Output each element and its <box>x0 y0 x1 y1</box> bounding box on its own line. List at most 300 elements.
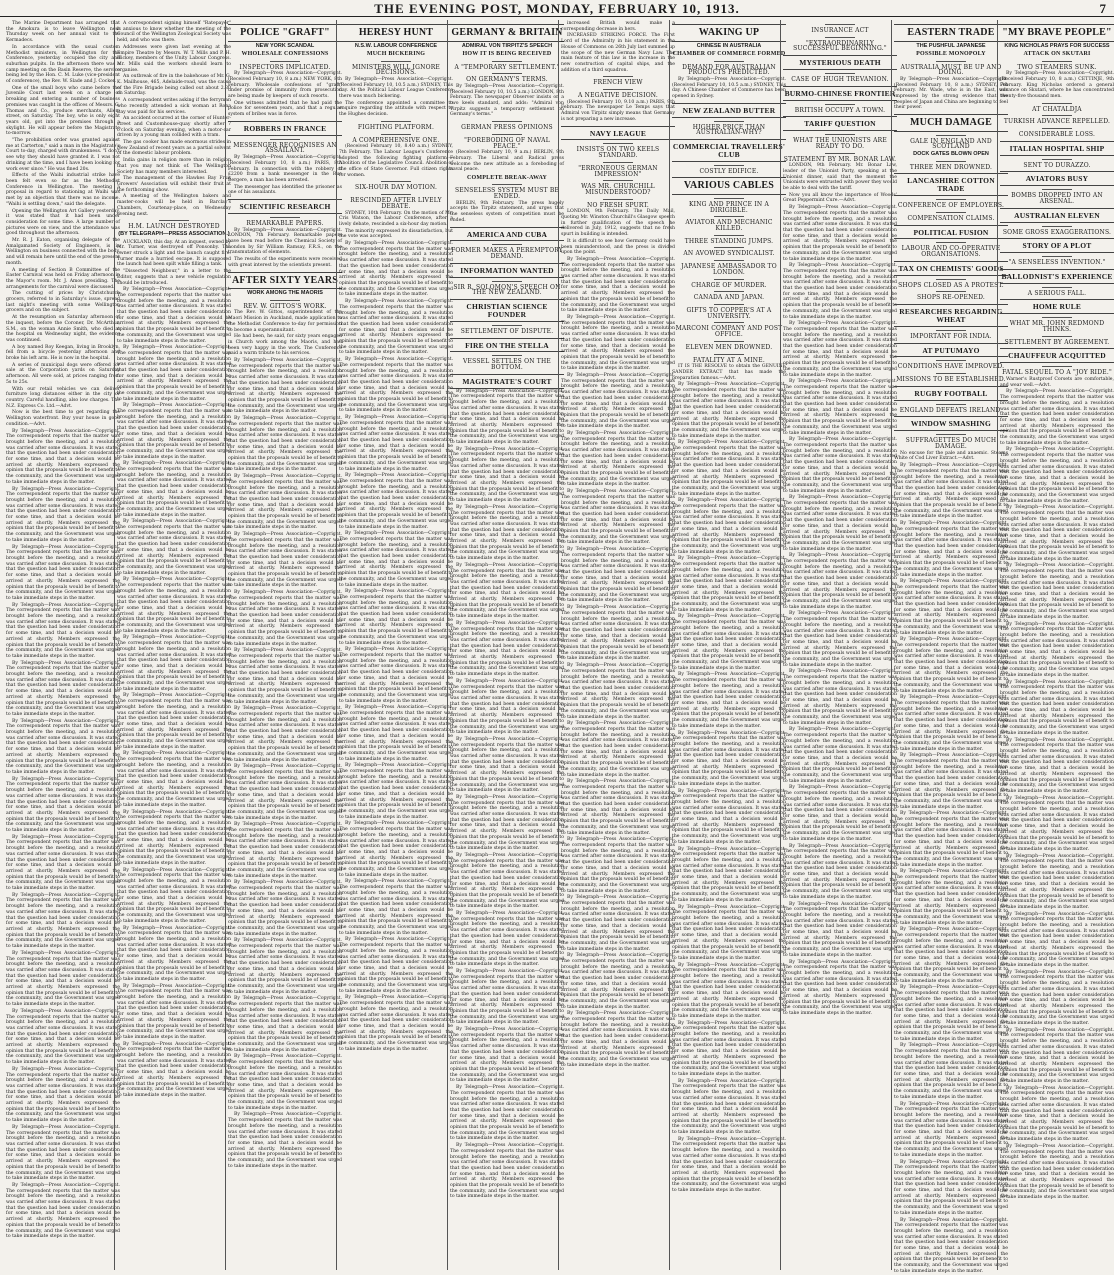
section-heading: SIX-HOUR DAY MOTION. <box>354 184 438 192</box>
column-rule <box>114 20 115 1270</box>
article-paragraph: By Telegraph—Press Association—Copyright. The correspondent reports that the matter was brought before the meeting, and a resolution was carried after some discussion. It was stated that the question had been under consideration for some time, and that a decision would be arrived at shortly. Members expressed the opinion that the proposals would be of benefit to the community, and the Government was urged to take immediate steps in the matter. <box>672 904 786 961</box>
section-heading: A "TEMPORARY SETTLEMENT." <box>454 63 560 71</box>
subheadline: WORK AMONG THE MAORIS <box>247 290 323 297</box>
article-paragraph: By Telegraph—Press Association—Copyright. The correspondent reports that the matter was brought before the meeting, and a resolution was carried after some discussion. It was stated that the question had been under consideration for some time, and that a decision would be arrived at shortly. Members expressed the opinion that the proposals would be of benefit to the community, and the Government was urged to take immediate steps in the matter. <box>672 788 786 845</box>
article-paragraph: By Telegraph—Press Association—Copyright. The correspondent reports that the matter was brought before the meeting, and a resolution was carried after some discussion. It was stated that the question had been under consideration for some time, and that a decision would be arrived at shortly. Members expressed the opinion that the proposals would be of benefit to the community, and the Government was urged to take immediate steps in the matter. <box>783 553 897 610</box>
divider-rule <box>270 139 300 140</box>
section-heading: AT CHATALDJA <box>1032 105 1082 113</box>
subheadline: N.S.W. LABOUR CONFERENCE <box>354 42 438 49</box>
article-paragraph: No excuse for the pale and anaemic. Steams White of Cod Liver Extract.—Advt. <box>894 450 1008 462</box>
section-heading: SETTLEMENT OF DISPUTE. <box>460 327 554 335</box>
article-paragraph: India gains in religion more than in religion that you may not think of. The Wellington Society has many members interested. <box>117 158 231 175</box>
article-paragraph: By Telegraph—Press Association—Copyright. The correspondent reports that the matter was brought before the meeting, and a resolution was carried after some discussion. It was stated that the question had been under consideration for some time, and that a decision would be arrived at shortly. Members expressed the opinion that the proposals would be of benefit to the community, and the Government was urged to take immediate steps in the matter. <box>339 705 453 762</box>
column-7 <box>672 21 786 1269</box>
divider-rule <box>936 212 966 213</box>
headline: INFORMATION WANTED <box>460 265 554 275</box>
article-paragraph: A meeting of the Wellington bakers and master-cooks will be held in Barclay's Chambers, Courtenay-place, on Wednesday evening next. <box>117 194 231 217</box>
headline: POSSIBLE MONOPOLY <box>916 51 986 58</box>
article-paragraph: By Telegraph—Press Association—Copyright. The correspondent reports that the matter was brought before the meeting, and a resolution was carried after some discussion. It was stated that the question had been under consideration for some time, and that a decision would be arrived at shortly. Members expressed the opinion that the proposals would be of benefit to the community, and the Government was urged to take immediate steps in the matter. <box>672 1136 786 1194</box>
divider-rule <box>1042 61 1072 62</box>
article-paragraph: By Telegraph—Press Association—Copyright. The correspondent reports that the matter was brought before the meeting, and a resolution was carried after some discussion. It was stated that the question had been under consideration for some time, and that a decision would be arrived at shortly. Members expressed the opinion that the proposals would be of benefit to the community, and the Government was urged to take immediate steps in the matter. <box>783 611 897 668</box>
section-heading: FRENCH VIEW <box>593 79 643 87</box>
divider-rule <box>714 291 744 292</box>
article-paragraph: By Telegraph—Press Association—Copyright. The correspondent reports that the matter was brought before the meeting, and a resolution was carried after some discussion. It was stated that the question had been under consideration for some time, and that a decision would be arrived at shortly. Members expressed the opinion that the proposals would be of benefit to the community, and the Government was urged to take immediate steps in the matter. <box>894 463 1008 520</box>
section-heading: HIGHER PRICE THAN AUSTRALIAN-WHY? <box>692 123 766 137</box>
headline-box <box>672 177 786 195</box>
article-paragraph: By Telegraph—Press Association—Copyright. The correspondent reports that the matter was brought before the meeting, and a resolution was carried after some discussion. It was stated that the question had been under consideration for some time, and that a decision would be arrived at shortly. Members expressed the opinion that the proposals would be of benefit to the community, and the Government was urged to take immediate steps in the matter. <box>450 1027 564 1084</box>
headline-box <box>783 55 897 70</box>
headline: BURMO-CHINESE FRONTIER <box>784 88 896 98</box>
section-heading: RESCINDED AFTER LIVELY DEBATE. <box>350 197 442 210</box>
article-paragraph: By Telegraph—Press Association—Copyright. The correspondent reports that the matter was brought before the meeting, and a resolution was carried after some discussion. It was stated that the question had been under consideration for some time, and that a decision would be arrived at shortly. Members expressed the opinion that the proposals would be of benefit to the community, and the Government was urged to take immediate steps in the matter. <box>672 614 786 671</box>
article-paragraph: By Telegraph—Press Association—Copyright. The correspondent reports that the matter was brought before the meeting, and a resolution was carried after some discussion. It was stated that the question had been under consideration for some time, and that a decision would be arrived at shortly. Members expressed the opinion that the proposals would be of benefit to the community, and the Government was urged to take immediate steps in the matter. <box>117 1041 231 1098</box>
article-paragraph: By Telegraph—Press Association—Copyright. The correspondent reports that the matter was brought before the meeting, and a resolution was carried after some discussion. It was stated that the question had been under consideration for some time, and that a decision would be arrived at shortly. Members expressed the opinion that the proposals would be of benefit to the community, and the Government was urged to take immediate steps in the matter. <box>228 1054 342 1111</box>
divider-rule <box>936 61 966 62</box>
article-paragraph: By Telegraph—Press Association—Copyright. The correspondent reports that the matter was brought before the meeting, and a resolution was carried after some discussion. It was stated that the question had been under consideration for some time, and that a decision would be arrived at shortly. Members expressed the opinion that the proposals would be of benefit to the community, and the Government was urged to take immediate steps in the matter. <box>6 834 120 892</box>
article-paragraph: The gas cooker has made enormous strides in New Zealand of recent years as a partial solvent of the domestic labour problem. <box>117 140 231 157</box>
article-paragraph: By Telegraph—Press Association—Copyright. The correspondent reports that the matter was brought before the meeting, and a resolution was carried after some discussion. It was stated that the question had been under consideration for some time, and that a decision would be arrived at shortly. Members expressed the opinion that the proposals would be of benefit to the community, and the Government was urged to take immediate steps in the matter. <box>894 1159 1008 1216</box>
headline: CHAMBER OF COMMERCE FORMED <box>672 51 786 58</box>
article-paragraph: By Telegraph—Press Association—Copyright. The correspondent reports that the matter was brought before the meeting, and a resolution was carried after some discussion. It was stated that the question had been under consideration for some time, and that a decision would be arrived at shortly. Members expressed the opinion that the proposals would be of benefit to the community, and the Government was urged to take immediate steps in the matter. <box>6 660 120 717</box>
divider-rule <box>1042 317 1072 318</box>
divider-rule <box>714 216 744 217</box>
headline: AT PUTUMAYO <box>922 345 980 355</box>
section-heading: THREE MEN DROWNED. <box>909 163 993 171</box>
headline-box <box>450 24 564 42</box>
headline-box <box>228 24 342 42</box>
article-paragraph: The messenger has identified the prisoner as one of his assailants. <box>228 184 342 196</box>
article-paragraph: By Telegraph—Press Association—Copyright. The correspondent reports that the matter was brought before the meeting, and a resolution was carried after some discussion. It was stated that the question had been under consideration for some time, and that a decision would be arrived at shortly. Members expressed the opinion that the proposals would be of benefit to the community, and the Government was urged to take immediate steps in the matter. <box>450 969 564 1026</box>
article-paragraph: By Telegraph—Press Association—Copyright. The correspondent reports that the matter was brought before the meeting, and a resolution was carried after some discussion. It was stated that the question had been under consideration for some time, and that a decision would be arrived at shortly. Members expressed the opinion that the proposals would be of benefit to the community, and the Government was urged to take immediate steps in the matter. <box>783 437 897 494</box>
column-rule <box>891 20 892 1270</box>
headline-box <box>561 126 675 141</box>
divider-rule <box>825 37 855 38</box>
article-paragraph: By Telegraph—Press Association—Copyright. The correspondent reports that the matter was brought before the meeting, and a resolution was carried after some discussion. It was stated that the question had been under consideration for some time, and that a decision would be arrived at shortly. Members expressed the opinion that the proposals would be of benefit to the community, and the Government was urged to take immediate steps in the matter. <box>672 962 786 1019</box>
section-heading: THREE STANDING JUMPS. <box>684 237 774 245</box>
article-paragraph: By Telegraph—Press Association—Copyright. The correspondent reports that the matter was brought before the meeting, and a resolution was carried after some discussion. It was stated that the question had been under consideration for some time, and that a decision would be arrived at shortly. Members expressed the opinion that the proposals would be of benefit to the community, and the Government was urged to take immediate steps in the matter. <box>6 1066 120 1124</box>
section-heading: STATEMENT BY MR. BONAR LAW. <box>783 155 897 163</box>
article-paragraph: By Telegraph—Press Association—Copyright. The correspondent reports that the matter was brought before the meeting, and a resolution was carried after some discussion. It was stated that the question had been under consideration for some time, and that a decision would be arrived at shortly. Members expressed the opinion that the proposals would be of benefit to the community, and the Government was urged to take immediate steps in the matter. <box>1000 447 1114 504</box>
article-paragraph: One witness admitted that he had paid the police for seventeen years, and that a regular system of bribes was in force. <box>228 100 342 118</box>
article-paragraph: Effects of the Waihi industrial strike have been felt even so far as the Methodist Conference in Wellington. The meeting a proposal in regard to stationing at Waihi was met by an objection that there was no income. "Waihi is settling down," said the delegate. <box>6 173 120 207</box>
section-heading: A NEGATIVE DECISION. <box>578 92 658 100</box>
article-paragraph: By Telegraph—Press Association—Copyright. The correspondent reports that the matter was brought before the meeting, and a resolution was carried after some discussion. It was stated that the question had been under consideration for some time, and that a decision would be arrived at shortly. Members expressed the opinion that the proposals would be of benefit to the community, and the Government was urged to take immediate steps in the matter. <box>561 547 675 604</box>
section-heading: WHAT THE UNIONISTS ARE READY TO DO. <box>793 137 887 150</box>
article-paragraph: By Telegraph—Press Association—Copyright. The correspondent reports that the matter was brought before the meeting, and a resolution was carried after some discussion. It was stated that the question had been under consideration for some time, and that a decision would be arrived at shortly. Members expressed the opinion that the proposals would be of benefit to the community, and the Government was urged to take immediate steps in the matter. <box>6 718 120 775</box>
section-heading: INSURANCE ACT <box>811 27 869 34</box>
divider-rule <box>1042 256 1072 257</box>
article-paragraph: By Telegraph—Press Association—Copyright. The correspondent reports that the matter was brought before the meeting, and a resolution was carried after some discussion. It was stated that the question had been under consideration for some time, and that a decision would be arrived at shortly. Members expressed the opinion that the proposals would be of benefit to the community, and the Government was urged to take immediate steps in the matter. <box>561 837 675 894</box>
article-paragraph: By Telegraph—Press Association—Copyright. The correspondent reports that the matter was brought before the meeting, and a resolution was carried after some discussion. It was stated that the question had been under consideration for some time, and that a decision would be arrived at shortly. Members expressed the opinion that the proposals would be of benefit to the community, and the Government was urged to take immediate steps in the matter. <box>228 938 342 995</box>
divider-rule <box>492 244 522 245</box>
divider-rule <box>936 242 966 243</box>
headline-box <box>228 272 342 290</box>
divider-rule <box>381 134 411 135</box>
article-paragraph: By Telegraph—Press Association—Copyright. The correspondent reports that the matter was brought before the meeting, and a resolution was carried after some discussion. It was stated that the question had been under consideration for some time, and that a decision would be arrived at shortly. Members expressed the opinion that the proposals would be of benefit to the community, and the Government was urged to take immediate steps in the matter. <box>894 637 1008 694</box>
article-paragraph: IT IS THE RESOLVE to obtain the GENUINE SANDER EXTRACT that has made the preparation famous.—Advt. <box>672 364 786 381</box>
divider-rule <box>603 162 633 163</box>
section-heading: A COMPREHENSIVE ONE. <box>352 136 440 144</box>
article-paragraph: By Telegraph—Press Association—Copyright. The correspondent reports that the matter was brought before the meeting, and a resolution was carried after some discussion. It was stated that the question had been under consideration for some time, and that a decision would be arrived at shortly. Members expressed the opinion that the proposals would be of benefit to the community, and the Government was urged to take immediate steps in the matter. <box>1000 621 1114 678</box>
column-10 <box>1000 21 1114 1269</box>
headline: TARIFF QUESTION <box>804 119 876 129</box>
article-paragraph: By Telegraph—Press Association—Copyright. The correspondent reports that the matter was brought before the meeting, and a resolution was carried after some discussion. It was stated that the question had been under consideration for some time, and that a decision would be arrived at shortly. Members expressed the opinion that the proposals would be of benefit to the community, and the Government was urged to take immediate steps in the matter. <box>117 867 231 924</box>
divider-rule <box>1042 366 1072 367</box>
article-paragraph: By Telegraph—Press Association—Copyright. The correspondent reports that the matter was brought before the meeting, and a resolution was carried after some discussion. It was stated that the question had been under consideration for some time, and that a decision would be arrived at shortly. Members expressed the opinion that the proposals would be of benefit to the community, and the Government was urged to take immediate steps in the matter. <box>894 811 1008 868</box>
headline-box <box>894 304 1008 327</box>
section-heading: WHAT MR. JOHN REDMOND THINKS. <box>1009 320 1105 333</box>
article-paragraph: By Telegraph—Press Association—Copyright. The correspondent reports that the matter was brought before the meeting, and a resolution was carried after some discussion. It was stated that the question had been under consideration for some time, and that a decision would be arrived at shortly. Members expressed the opinion that the proposals would be of benefit to the community, and the Government was urged to take immediate steps in the matter. <box>561 315 675 372</box>
article-paragraph: By Telegraph—Press Association—Copyright. The correspondent reports that the matter was brought before the meeting, and a resolution was carried after some discussion. It was stated that the question had been under consideration for some time, and that a decision would be arrived at shortly. Members expressed the opinion that the proposals would be of benefit to the community, and the Government was urged to take immediate steps in the matter. <box>783 263 897 320</box>
article-paragraph: By Telegraph—Press Association—Copyright. The correspondent reports that the matter was brought before the meeting, and a resolution was carried after some discussion. It was stated that the question had been under consideration for some time, and that a decision would be arrived at shortly. Members expressed the opinion that the proposals would be of benefit to the community, and the Government was urged to take immediate steps in the matter. <box>6 892 120 950</box>
headline: WINDOW SMASHING <box>910 419 992 429</box>
article-paragraph: By Telegraph—Press Association—Copyright. The correspondent reports that the matter was brought before the meeting, and a resolution was carried after some discussion. It was stated that the question had been under consideration for some time, and that a decision would be arrived at shortly. Members expressed the opinion that the proposals would be of benefit to the community, and the Government was urged to take immediate steps in the matter. <box>561 605 675 662</box>
article-paragraph: By Telegraph—Press Association—Copyright. The correspondent reports that the matter was brought before the meeting, and a resolution was carried after some discussion. It was stated that the question had been under consideration for some time, and that a decision would be arrived at shortly. Members expressed the opinion that the proposals would be of benefit to the community, and the Government was urged to take immediate steps in the matter. <box>672 672 786 729</box>
column-2 <box>117 21 231 1269</box>
headline: CHRISTIAN SCIENCE FOUNDER <box>466 302 548 319</box>
headline: RUGBY FOOTBALL <box>914 388 988 398</box>
headline-box <box>1000 238 1114 253</box>
divider-rule <box>603 199 633 200</box>
article-paragraph: By Telegraph—Press Association—Copyright. The correspondent reports that the matter was brought before the meeting, and a resolution was carried after some discussion. It was stated that the question had been under consideration for some time, and that a decision would be arrived at shortly. Members expressed the opinion that the proposals would be of benefit to the community, and the Government was urged to take immediate steps in the matter. <box>1000 563 1114 620</box>
headline: WAKING UP <box>698 27 760 38</box>
article-paragraph: By Telegraph—Press Association—Copyright. The correspondent reports that the matter was brought before the meeting, and a resolution was carried after some discussion. It was stated that the question had been under consideration for some time, and that a decision would be arrived at shortly. Members expressed the opinion that the proposals would be of benefit to the community, and the Government was urged to take immediate steps in the matter. <box>1000 1085 1114 1143</box>
section-heading: NO FRESH SPURT. <box>587 201 649 209</box>
headline: BALLODNIST'S EXPERIENCE <box>1001 271 1113 281</box>
divider-rule <box>381 121 411 122</box>
column-rule <box>336 20 337 1270</box>
article-paragraph: By Telegraph—Press Association—Copyright. The correspondent reports that the matter was brought before the meeting, and a resolution was carried after some discussion. It was stated that the question had been under consideration for some time, and that a decision would be arrived at shortly. Members expressed the opinion that the proposals would be of benefit to the community, and the Government was urged to take immediate steps in the matter. <box>339 589 453 646</box>
article-paragraph: An accident occurred at the corner of Hunter-street and Customhouse-quay shortly after 7 o'clock on Saturday evening, when a motor-car driven by a young man collided with a tram. <box>117 116 231 139</box>
article-paragraph: A meeting of Section B Committee of the Easter Carnival was held on Friday afternoon in the Mayor's room. Mr. J. Amos presiding. The arrangements for the carnival were discussed. <box>6 267 120 290</box>
divider-rule <box>270 61 300 62</box>
column-5 <box>450 21 564 1269</box>
article-paragraph: A boy named Roy Keegan, living in Brooklyn, fell from a bicycle yesterday afternoon and broke his left arm. He is now in the hospital. <box>6 344 120 362</box>
headline: COMPLETE BREAK-AWAY <box>466 175 548 182</box>
divider-rule <box>492 61 522 62</box>
article-paragraph: By Telegraph—Press Association—Copyright. The correspondent reports that the matter was brought before the meeting, and a resolution was carried after some discussion. It was stated that the question had been under consideration for some time, and that a decision would be arrived at shortly. Members expressed the opinion that the proposals would be of benefit to the community, and the Government was urged to take immediate steps in the matter. <box>117 693 231 750</box>
section-heading: AN AVOWED SYNDICALIST. <box>683 250 775 258</box>
article-paragraph: By Telegraph—Press Association—Copyright. The correspondent reports that the matter was brought before the meeting, and a resolution was carried after some discussion. It was stated that the question had been under consideration for some time, and that a decision would be arrived at shortly. Members expressed the opinion that the proposals would be of benefit to the community, and the Government was urged to take immediate steps in the matter. <box>672 846 786 903</box>
article-paragraph: By Telegraph—Press Association—Copyright. The correspondent reports that the matter was brought before the meeting, and a resolution was carried after some discussion. It was stated that the question had been under consideration for some time, and that a decision would be arrived at shortly. Members expressed the opinion that the proposals would be of benefit to the community, and the Government was urged to take immediate steps in the matter. <box>672 1020 786 1077</box>
article-paragraph: By Telegraph—Press Association—Copyright. The correspondent reports that the matter was brought before the meeting, and a resolution was carried after some discussion. It was stated that the question had been under consideration for some time, and that a decision would be arrived at shortly. Members expressed the opinion that the proposals would be of benefit to the community, and the Government was urged to take immediate steps in the matter. <box>672 556 786 613</box>
section-heading: AVIATOR AND MECHANIC KILLED. <box>685 219 773 233</box>
article-paragraph: By Telegraph—Press Association—Copyright. The correspondent reports that the matter was brought before the meeting, and a resolution was carried after some discussion. It was stated that the question had been under consideration for some time, and that a decision would be arrived at shortly. Members expressed the opinion that the proposals would be of benefit to the community, and the Government was urged to take immediate steps in the matter. <box>561 1011 675 1068</box>
article-paragraph: By Telegraph—Press Association—Copyright. The correspondent reports that the matter was brought before the meeting, and a resolution was carried after some discussion. It was stated that the question had been under consideration for some time, and that a decision would be arrived at shortly. Members expressed the opinion that the proposals would be of benefit to the community, and the Government was urged to take immediate steps in the matter. <box>561 721 675 778</box>
section-heading: WAS MR. CHURCHILL MISUNDERSTOOD? <box>581 183 655 196</box>
article-paragraph: By Telegraph—Press Association—Copyright. The correspondent reports that the matter was brought before the meeting, and a resolution was carried after some discussion. It was stated that the question had been under consideration for some time, and that a decision would be arrived at shortly. Members expressed the opinion that the proposals would be of benefit to the community, and the Government was urged to take immediate steps in the matter. <box>894 985 1008 1042</box>
headline: FIRE ON THE STELLA <box>465 340 549 350</box>
article-paragraph: By Telegraph—Press Association—Copyright. (Received February 10, 8 a.m.) SYDNEY, 7th February. Mr. Wade, who is in the East, was impressed by the strong evidence that the peoples of Japan and China are beginning to feel their power. <box>894 76 1008 111</box>
divider-rule <box>492 184 522 185</box>
article-paragraph: By Telegraph—Press Association—Copyright. The correspondent reports that the matter was brought before the meeting, and a resolution was carried after some discussion. It was stated that the question had been under consideration for some time, and that a decision would be arrived at shortly. Members expressed the opinion that the proposals would be of benefit to the community, and the Government was urged to take immediate steps in the matter. <box>6 486 120 543</box>
article-paragraph: By Telegraph—Press Association—Copyright. The correspondent reports that the matter was brought before the meeting, and a resolution was carried after some discussion. It was stated that the question had been under consideration for some time, and that a decision would be arrived at shortly. Members expressed the opinion that the proposals would be of benefit to the community, and the Government was urged to take immediate steps in the matter. <box>1000 911 1114 968</box>
column-9 <box>894 21 1008 1274</box>
article-paragraph: Opening the Wellington Art Gallery yesterday, it was stated that it had been under consideration for some time. A large number of pictures were on view, and the attendance was good throughout the afternoon. <box>6 208 120 237</box>
headline-box <box>1000 208 1114 223</box>
headline-box <box>1000 24 1114 42</box>
section-heading: LABOUR AND CO-OPERATIVE ORGANISATIONS. <box>901 245 1001 259</box>
article-paragraph: By Telegraph—Press Association—Copyright. The correspondent reports that the matter was brought before the meeting, and a resolution was carried after some discussion. It was stated that the question had been under consideration for some time, and that a decision would be arrived at shortly. Members expressed the opinion that the proposals would be of benefit to the community, and the Government was urged to take immediate steps in the matter. <box>339 821 453 878</box>
subheadline: NEW YORK SCANDAL <box>255 42 315 49</box>
article-paragraph: By Telegraph—Press Association—Copyright. The correspondent reports that the matter was brought before the meeting, and a resolution was carried after some discussion. It was stated that the question had been under consideration for some time, and that a decision would be arrived at shortly. Members expressed the opinion that the proposals would be of benefit to the community, and the Government was urged to take immediate steps in the matter. <box>6 1124 120 1182</box>
divider-rule <box>714 260 744 261</box>
section-heading: "ERRONEOUS GERMAN IMPRESSION" <box>578 164 658 178</box>
page-number: 7 <box>1099 1 1106 16</box>
article-paragraph: By Telegraph—Press Association—Copyright. The correspondent reports that the matter was brought before the meeting, and a resolution was carried after some discussion. It was stated that the question had been under consideration for some time, and that a decision would be arrived at shortly. Members expressed the opinion that the proposals would be of benefit to the community, and the Government was urged to take immediate steps in the matter. <box>894 753 1008 810</box>
divider-rule <box>936 279 966 280</box>
article-paragraph: (Received February 10, 9 a.m.) BERLIN, 9th February. The Liberal and Radical press welcome the new attitude as a foreboding of naval peace. <box>450 150 564 173</box>
article-paragraph: By Telegraph—Press Association—Copyright. The correspondent reports that the matter was brought before the meeting, and a resolution was carried after some discussion. It was stated that the question had been under consideration for some time, and that a decision would be arrived at shortly. Members expressed the opinion that the proposals would be of benefit to the community, and the Government was urged to take immediate steps in the matter. <box>117 809 231 866</box>
divider-rule <box>714 322 744 323</box>
headline: AFTER SIXTY YEARS <box>231 274 338 286</box>
article-paragraph: "Dissected Neighbour," in a letter to the Editor, suggests that a new vehicle regulation should be introduced. <box>117 269 231 286</box>
section-heading: SUFFRAGETTES DO MUCH DAMAGE. <box>905 437 997 451</box>
section-heading: COMPENSATION CLAIMS. <box>907 214 995 222</box>
headline: SCIENTIFIC RESEARCH <box>239 202 331 212</box>
article-paragraph: By Telegraph—Press Association—Copyright. The correspondent reports that the matter was brought before the meeting, and a resolution was carried after some discussion. It was stated that the question had been under consideration for some time, and that a decision would be arrived at shortly. Members expressed the opinion that the proposals would be of benefit to the community, and the Government was urged to take immediate steps in the matter. <box>1000 679 1114 736</box>
section-heading: SHOPS RE-OPENED. <box>916 294 986 302</box>
divider-rule <box>714 198 744 199</box>
headline-box <box>228 199 342 214</box>
article-paragraph: The conference appointed a committee to enquire regarding the attitude with respect to the Hughes decision. <box>339 100 453 118</box>
article-paragraph: By Telegraph—Press Association—Copyright. The correspondent reports that the matter was brought before the meeting, and a resolution was carried after some discussion. It was stated that the question had been under consideration for some time, and that a decision would be arrived at shortly. Members expressed the opinion that the proposals would be of benefit to the community, and the Government was urged to take immediate steps in the matter. <box>117 635 231 692</box>
article-paragraph: By Telegraph—Press Association—Copyright. The correspondent reports that the matter was brought before the meeting, and a resolution was carried after some discussion. It was stated that the question had been under consideration for some time, and that a decision would be arrived at shortly. Members expressed the opinion that the proposals would be of benefit to the community, and the Government was urged to take immediate steps in the matter. <box>339 241 453 298</box>
article-paragraph: By Telegraph—Press Association—Copyright. The correspondent reports that the matter was brought before the meeting, and a resolution was carried after some discussion. It was stated that the question had been under consideration for some time, and that a decision would be arrived at shortly. Members expressed the opinion that the proposals would be of benefit to the community, and the Government was urged to take immediate steps in the matter. <box>339 647 453 704</box>
headline-box <box>894 343 1008 358</box>
article-paragraph: By Telegraph—Press Association—Copyright. The correspondent reports that the matter was brought before the meeting, and a resolution was carried after some discussion. It was stated that the question had been under consideration for some time, and that a decision would be arrived at shortly. Members expressed the opinion that the proposals would be of benefit to the community, and the Government was urged to take immediate steps in the matter. <box>228 474 342 531</box>
divider-rule <box>936 291 966 292</box>
divider-rule <box>825 153 855 154</box>
article-paragraph: By Telegraph—Press Association—Copyright. The correspondent reports that the matter was brought before the meeting, and a resolution was carried after some discussion. It was stated that the question had been under consideration for some time, and that a decision would be arrived at shortly. Members expressed the opinion that the proposals would be of benefit to the community, and the Government was urged to take immediate steps in the matter. <box>117 925 231 982</box>
article-paragraph: Now is the best time to get regarding the Wellington waterfront. Buy your house in good condition.—Advt. <box>6 410 120 427</box>
divider-rule <box>381 61 411 62</box>
article-paragraph: By Telegraph—Press Association—Copyright. The correspondent reports that the matter was brought before the meeting, and a resolution was carried after some discussion. It was stated that the question had been under consideration for some time, and that a decision would be arrived at shortly. Members expressed the opinion that the proposals would be of benefit to the community, and the Government was urged to take immediate steps in the matter. <box>450 388 564 446</box>
section-heading: MESSENGER RECOGNISES AN ASSAILANT. <box>233 141 337 155</box>
article-paragraph: By Telegraph—Press Association—Copyright. The correspondent reports that the matter was brought before the meeting, and a resolution was carried after some discussion. It was stated that the question had been under consideration for some time, and that a decision would be arrived at shortly. Members expressed the opinion that the proposals would be of benefit to the community, and the Government was urged to take immediate steps in the matter. <box>672 440 786 497</box>
article-paragraph: By Telegraph—Press Association—Copyright. The correspondent reports that the matter was brought before the meeting, and a resolution was carried after some discussion. It was stated that the question had been under consideration for some time, and that a decision would be arrived at shortly. Members expressed the opinion that the proposals would be of benefit to the community, and the Government was urged to take immediate steps in the matter. <box>450 852 564 910</box>
section-heading: ELEVEN MEN DROWNED. <box>685 343 773 351</box>
headline: MUCH DAMAGE <box>910 117 992 129</box>
subheadline: THE PUSHFUL JAPANESE <box>916 42 986 49</box>
article-paragraph: BERLIN, 9th February. The press hugely accepts the Tirpitz statement, and urges that the senseless system of competition must be ended. <box>450 200 564 223</box>
headline-box <box>228 121 342 136</box>
article-paragraph: INCREASED STRIKING FORCE. The First Lord of the Admiralty in his statement in the House of Commons on 26th July last summed up the scope of the new German Navy Law. The main feature of this law is the increase in the new construction of capital ships, and the addition of a third squadron. <box>561 33 675 73</box>
article-paragraph: SYDNEY, 10th February. On the motion of Mr. Cris Watson, the Labour Conference, after a lively debate, rescinded a six-hour day motion. <box>339 210 453 227</box>
headline: NEW ZEALAND BUTTER <box>682 105 776 115</box>
article-paragraph: By Telegraph—Press Association—Copyright. The correspondent reports that the matter was brought before the meeting, and a resolution was carried after some discussion. It was stated that the question had been under consideration for some time, and that a decision would be arrived at shortly. Members expressed the opinion that the proposals would be of benefit to the community, and the Government was urged to take immediate steps in the matter. <box>228 648 342 705</box>
headline-box <box>450 338 564 353</box>
section-heading: MINISTERS WILL IGNORE DECISIONS. <box>351 63 440 77</box>
article-paragraph: By Telegraph—Press Association—Copyright. The correspondent reports that the matter was brought before the meeting, and a resolution was carried after some discussion. It was stated that the question had been under consideration for some time, and that a decision would be arrived at shortly. Members expressed the opinion that the proposals would be of benefit to the community, and the Government was urged to take immediate steps in the matter. <box>1000 795 1114 852</box>
article-paragraph: He had been, he said, for sixty years engaged in Church work among the Maoris, and had been very happy in the work. The Conference paid a warm tribute to his services. <box>228 334 342 357</box>
section-heading: GALE IN ENGLAND AND SCOTLAND <box>910 137 992 151</box>
column-rule <box>447 20 448 1270</box>
headline: ROBBERS IN FRANCE <box>243 123 327 133</box>
article-paragraph: The results of the experiments were received with great interest by the scientists present. <box>228 257 342 268</box>
divider-rule <box>714 304 744 305</box>
article-paragraph: By Telegraph—Press Association—Copyright. The correspondent reports that the matter was brought before the meeting, and a resolution was carried after some discussion. It was stated that the question had been under consideration for some time, and that a decision would be arrived at shortly. Members expressed the opinion that the proposals would be of benefit to the community, and the Government was urged to take immediate steps in the matter. <box>783 205 897 262</box>
divider-rule <box>603 143 633 144</box>
article-paragraph: By Telegraph—Press Association—Copyright. The correspondent reports that the matter was brought before the meeting, and a resolution was carried after some discussion. It was stated that the question had been under consideration for some time, and that a decision would be arrived at shortly. Members expressed the opinion that the proposals would be of benefit to the community, and the Government was urged to take immediate steps in the matter. <box>228 880 342 937</box>
article-paragraph: By Telegraph—Press Association—Copyright. The correspondent reports that the matter was brought before the meeting, and a resolution was carried after some discussion. It was stated that the question had been under consideration for some time, and that a decision would be arrived at shortly. Members expressed the opinion that the proposals would be of benefit to the community, and the Government was urged to take immediate steps in the matter. <box>783 843 897 900</box>
article-paragraph: By Telegraph—Press Association—Copyright. The correspondent reports that the matter was brought before the meeting, and a resolution was carried after some discussion. It was stated that the question had been under consideration for some time, and that a decision would be arrived at shortly. Members expressed the opinion that the proposals would be of benefit to the community, and the Government was urged to take immediate steps in the matter. <box>339 531 453 588</box>
divider-rule <box>492 73 522 74</box>
subheadline: KING NICHOLAS PRAYS FOR SUCCESS <box>1004 42 1110 49</box>
article-paragraph: The Marine Department has arranged that the Amokura is to leave Wellington next Thursday week on her annual visit to the Kermadecs. <box>6 21 120 44</box>
article-paragraph: LONDON, 9th February. The Daily Mail, quoting Mr. Winston Churchill's Glasgow speech in further qualification of the speech he delivered in July, 1912, suggests that no fresh spurt in building is intended. <box>561 209 675 238</box>
headline-box <box>672 139 786 162</box>
article-paragraph: By Telegraph—Press Association—Copyright. The correspondent reports that the matter was brought before the meeting, and a resolution was carried after some discussion. It was stated that the question had been under consideration for some time, and that a decision would be arrived at shortly. Members expressed the opinion that the proposals would be of benefit to the community, and the Government was urged to take immediate steps in the matter. <box>783 669 897 726</box>
divider-rule <box>714 354 744 355</box>
divider-rule <box>381 194 411 195</box>
article-paragraph: (Received February 10, 9.10 a.m.) PARIS, 9th February. The newspaper Le Temps says that Admiral von Tirpitz simply means that Germany is not preparing a new increase. <box>561 99 675 122</box>
section-heading: ON GERMANY'S TERMS. <box>466 76 548 84</box>
article-paragraph: It is difficult to see how Germany could have been misunderstood, and the press is divided upon the point. <box>561 238 675 256</box>
section-heading: SHOPS CLOSED AS A PROTEST. <box>898 281 1004 289</box>
article-paragraph: By Telegraph—Press Association—Copyright. (Received February 10, 8 a.m.) PARIS, 8th February. In connection with the robbery of £2200 from a bank messenger in the Rue Bergere, a man has been arrested. <box>228 155 342 183</box>
section-heading: CONFERENCE OF EMPLOYERS. <box>897 202 1005 210</box>
section-heading: COSTLY EDIFICE. <box>699 167 759 175</box>
article-paragraph: By Telegraph—Press Association—Copyright. The correspondent reports that the matter was brought before the meeting, and a resolution was carried after some discussion. It was stated that the question had been under consideration for some time, and that a decision would be arrived at shortly. Members expressed the opinion that the proposals would be of benefit to the community, and the Government was urged to take immediate steps in the matter. <box>561 256 675 314</box>
section-heading: "A SENSELESS INVENTION." <box>1008 259 1106 267</box>
article-paragraph: By Telegraph—Press Association—Copyright. The correspondent reports that the matter was brought before the meeting, and a resolution was carried after some discussion. It was stated that the question had been under consideration for some time, and that a decision would be arrived at shortly. Members expressed the opinion that the proposals would be of benefit to the community, and the Government was urged to take immediate steps in the matter. <box>339 473 453 530</box>
headline: WHOLESALE CONFESSIONS <box>241 51 329 58</box>
headline-box <box>894 225 1008 240</box>
section-heading: GERMAN PRESS OPINIONS <box>461 124 553 132</box>
article-paragraph: The management of the Hawkes Bay Fruit Growers' Association will exhibit their fruit at the forthcoming show. <box>117 176 231 193</box>
headline-box <box>1000 299 1114 314</box>
article-paragraph: A correspondent writes asking if the ferryman who recently attended a sick woman at Rona Bay was paid for his services. <box>117 98 231 115</box>
article-paragraph: By Telegraph—Press Association—Copyright. The correspondent reports that the matter was brought before the meeting, and a resolution was carried after some discussion. It was stated that the question had been under consideration for some time, and that a decision would be arrived at shortly. Members expressed the opinion that the proposals would be of benefit to the community, and the Government was urged to take immediate steps in the matter. <box>894 1101 1008 1158</box>
section-heading: SIR R. SOLOMON'S SPEECH ON THE NEW ZEALAND. <box>453 283 561 297</box>
article-paragraph: By Telegraph—Press Association—Copyright. (Received February 10, 8 a.m.) CETTINJE, 9th February. King Nicholas ordered a general advance on Skutari, where he has concentrated twenty-five thousand men. <box>1000 71 1114 100</box>
subheadline: ADMIRAL VON TIRPITZ'S SPEECH <box>461 42 553 49</box>
article-paragraph: By Telegraph—Press Association—Copyright. The correspondent reports that the matter was brought before the meeting, and a resolution was carried after some discussion. It was stated that the question had been under consideration for some time, and that a decision would be arrived at shortly. Members expressed the opinion that the proposals would be of benefit to the community, and the Government was urged to take immediate steps in the matter. <box>561 663 675 720</box>
section-heading: TWO STEAMERS SUNK. <box>1017 63 1097 71</box>
headline-box <box>1000 269 1114 284</box>
article-paragraph: By Telegraph—Press Association—Copyright. The correspondent reports that the matter was brought before the meeting, and a resolution was carried after some discussion. It was stated that the question had been under consideration for some time, and that a decision would be arrived at shortly. Members expressed the opinion that the proposals would be of benefit to the community, and the Government was urged to take immediate steps in the matter. <box>783 495 897 552</box>
article-paragraph: By Telegraph—Press Association—Copyright. The correspondent reports that the matter was brought before the meeting, and a resolution was carried after some discussion. It was stated that the question had been under consideration for some time, and that a decision would be arrived at shortly. Members expressed the opinion that the proposals would be of benefit to the community, and the Government was urged to take immediate steps in the matter. <box>783 959 897 1016</box>
article-paragraph: By Telegraph—Press Association—Copyright. The correspondent reports that the matter was brought before the meeting, and a resolution was carried after some discussion. It was stated that the question had been under consideration for some time, and that a decision would be arrived at shortly. Members expressed the opinion that the proposals would be of benefit to the community, and the Government was urged to take immediate steps in the matter. <box>450 794 564 852</box>
article-paragraph: One of the small boys who came before the Juvenile Court last week on a charge of breaking and entering a number of business premises was caught in the offices of Messrs. G. Thomas and Co., produce merchants, Allen-street, on Saturday. The boy, who is only eight years old, got into the premises through a skylight. He will appear before the Magistrate to-morrow. <box>6 85 120 137</box>
divider-rule <box>714 121 744 122</box>
masthead-title: THE EVENING POST, MONDAY, FEBRUARY 10, 1913. <box>374 1 740 16</box>
divider-rule <box>936 373 966 374</box>
divider-rule <box>1042 115 1072 116</box>
subheadline: CHINESE IN AUSTRALIA <box>696 42 762 49</box>
headline-box <box>672 103 786 118</box>
article-paragraph: By Telegraph—Press Association—Copyright. The correspondent reports that the matter was brought before the meeting, and a resolution was carried after some discussion. It was stated that the question had been under consideration for some time, and that a decision would be arrived at shortly. Members expressed the opinion that the proposals would be of benefit to the community, and the Government was urged to take immediate steps in the matter. <box>6 602 120 659</box>
article-paragraph: By Telegraph—Press Association—Copyright. The correspondent reports that the matter was brought before the meeting, and a resolution was carried after some discussion. It was stated that the question had been under consideration for some time, and that a decision would be arrived at shortly. Members expressed the opinion that the proposals would be of benefit to the community, and the Government was urged to take immediate steps in the matter. <box>450 1143 564 1200</box>
column-1 <box>6 21 120 1269</box>
headline: TAX ON CHEMISTS' GOODS <box>898 263 1004 273</box>
headline: COMMERCIAL TRAVELLERS' CLUB <box>672 142 786 159</box>
article-paragraph: By Telegraph—Press Association—Copyright. The correspondent reports that the matter was brought before the meeting, and a resolution was carried after some discussion. It was stated that the question had been under consideration for some time, and that a decision would be arrived at shortly. Members expressed the opinion that the proposals would be of benefit to the community, and the Government was urged to take immediate steps in the matter. <box>450 678 564 736</box>
section-heading: FORMER MAKES A PEREMPTORY DEMAND. <box>451 247 563 261</box>
article-paragraph: LONDON, 9th February. Mr. Bonar Law, leader of the Unionist Party, speaking at the Unionist dinner, said that the moment the Unionists were entrusted with power they would be able to deal with the tariff. <box>783 163 897 192</box>
section-heading: SETTLEMENT BY AGREEMENT. <box>1004 338 1110 346</box>
column-3 <box>228 21 342 1269</box>
divider-rule <box>603 180 633 181</box>
headline: POLICE "GRAFT" <box>240 27 330 38</box>
article-paragraph: By Telegraph—Press Association—Copyright. The correspondent reports that the matter was brought before the meeting, and a resolution was carried after some discussion. It was stated that the question had been under consideration for some time, and that a decision would be arrived at shortly. Members expressed the opinion that the proposals would be of benefit to the community, and the Government was urged to take immediate steps in the matter. <box>783 321 897 378</box>
section-heading: FATALITY AT A MINE. <box>693 356 765 364</box>
section-heading: DEMAND FOR AUSTRALIAN PRODUCTS PREDICTED. <box>682 63 776 77</box>
divider-rule <box>714 165 744 166</box>
article-paragraph: By Telegraph—Press Association—Copyright. The correspondent reports that the matter was brought before the meeting, and a resolution was carried after some discussion. It was stated that the question had been under consideration for some time, and that a decision would be arrived at shortly. Members expressed the opinion that the proposals would be of benefit to the community, and the Government was urged to take immediate steps in the matter. <box>228 822 342 879</box>
divider-rule <box>936 199 966 200</box>
article-paragraph: (Received February 10, 8.40 a.m.) SYDNEY, 7th February. The Labour League's Conference adopted the following fighting platform:— Abolition of the Legislative Council. Abolition of the office of State Governor. Full citizen rights for women. <box>339 144 453 178</box>
divider-rule <box>936 161 966 162</box>
article-paragraph: A series of municipal dogs were offered for sale at the Corporation yards on Saturday afternoon. All were sold, at prices ranging from 5s to 25s. <box>6 362 120 385</box>
divider-rule <box>270 300 300 301</box>
divider-rule <box>936 360 966 361</box>
article-paragraph: By Telegraph—Press Association—Copyright. The correspondent reports that the matter was brought before the meeting, and a resolution was carried after some discussion. It was stated that the question had been under consideration for some time, and that a decision would be arrived at shortly. Members expressed the opinion that the proposals would be of benefit to the community, and the Government was urged to take immediate steps in the matter. <box>117 345 231 402</box>
article-paragraph: By Telegraph—Press Association—Copyright. The correspondent reports that the matter was brought before the meeting, and a resolution was carried after some discussion. It was stated that the question had been under consideration for some time, and that a decision would be arrived at shortly. Members expressed the opinion that the proposals would be of benefit to the community, and the Government was urged to take immediate steps in the matter. <box>228 358 342 415</box>
headline: RESEARCHES REGARDING WHEAT <box>899 307 1003 325</box>
section-heading: BRITISH OCCUPY A TOWN. <box>794 106 886 114</box>
article-paragraph: By Telegraph—Press Association—Copyright. The correspondent reports that the matter was brought before the meeting, and a resolution was carried after some discussion. It was stated that the question had been under consideration for some time, and that a decision would be arrived at shortly. Members expressed the opinion that the proposals would be of benefit to the community, and the Government was urged to take immediate steps in the matter. <box>672 382 786 439</box>
divider-rule <box>936 135 966 136</box>
article-paragraph: By Telegraph—Press Association—Copyright. LONDON, 7th February. Remarkable papers have been read before the Chemical Society of London by Sir William Ramsay, F.R.S., on the transmutation of elements. <box>228 227 342 256</box>
article-paragraph: An outbreak of fire in the bakehouse of Mr. G. K. Mailhouse, 465, Adelaide-road, was the cause of the Fire Brigade being called out about 2.30 on Saturday. <box>117 74 231 97</box>
section-heading: FIGHTING PLATFORM. <box>357 123 435 131</box>
article-paragraph: By Telegraph—Press Association—Copyright. The correspondent reports that the matter was brought before the meeting, and a resolution was carried after some discussion. It was stated that the question had been under consideration for some time, and that a decision would be arrived at shortly. Members expressed the opinion that the proposals would be of benefit to the community, and the Government was urged to take immediate steps in the matter. <box>117 287 231 344</box>
divider-rule <box>492 134 522 135</box>
article-paragraph: By Telegraph—Press Association—Copyright. The correspondent reports that the matter was brought before the meeting, and a resolution was carried after some discussion. It was stated that the question had been under consideration for some time, and that a decision would be arrived at shortly. Members expressed the opinion that the proposals would be of benefit to the community, and the Government was urged to take immediate steps in the matter. <box>672 1078 786 1136</box>
article-paragraph: By Telegraph—Press Association—Copyright. The correspondent reports that the matter was brought before the meeting, and a resolution was carried after some discussion. It was stated that the question had been under consideration for some time, and that a decision would be arrived at shortly. Members expressed the opinion that the proposals would be of benefit to the community, and the Government was urged to take immediate steps in the matter. <box>228 532 342 589</box>
headline: ATTACK ON SKUTARI <box>1023 51 1091 58</box>
headline: LANCASHIRE COTTON TRADE <box>907 176 995 194</box>
divider-rule <box>936 404 966 405</box>
article-paragraph: By Telegraph—Press Association—Copyright. (Received February 10, 8 a.m.) NEW YORK, 8th February. Wholesale confessions of "graft" under promise of immunity from prosecution are being made by keepers of such resorts. <box>228 71 342 100</box>
subheadline: DOCK GATES BLOWN OPEN <box>913 151 989 158</box>
column-rule <box>780 20 781 1270</box>
divider-rule <box>714 247 744 248</box>
divider-rule <box>492 281 522 282</box>
article-paragraph: By Telegraph—Press Association—Copyright. The correspondent reports that the matter was brought before the meeting, and a resolution was carried after some discussion. It was stated that the question had been under consideration for some time, and that a decision would be arrived at shortly. Members expressed the opinion that the proposals would be of benefit to the community, and the Government was urged to take immediate steps in the matter. <box>561 489 675 546</box>
article-paragraph: By Telegraph—Press Association—Copyright. The correspondent reports that the matter was brought before the meeting, and a resolution was carried after some discussion. It was stated that the question had been under consideration for some time, and that a decision would be arrived at shortly. Members expressed the opinion that the proposals would be of benefit to the community, and the Government was urged to take immediate steps in the matter. <box>1000 1143 1114 1201</box>
article-paragraph: By Telegraph—Press Association—Copyright. The correspondent reports that the matter was brought before the meeting, and a resolution was carried after some discussion. It was stated that the question had been under consideration for some time, and that a decision would be arrived at shortly. Members expressed the opinion that the proposals would be of benefit to the community, and the Government was urged to take immediate steps in the matter. <box>1000 389 1114 446</box>
article-paragraph: By Telegraph—Press Association—Copyright. The correspondent reports that the matter was brought before the meeting, and a resolution was carried after some discussion. It was stated that the question had been under consideration for some time, and that a decision would be arrived at shortly. Members expressed the opinion that the proposals would be of benefit to the community, and the Government was urged to take immediate steps in the matter. <box>894 521 1008 578</box>
article-paragraph: "The prohibition order was granted against me at Carterton," said a man in the Magistrate's Court to-day, charged with drunkenness. "I don't see why they should have granted it. I was not drinking at the time, and I have been looking for work ever since." He was fined 20s. <box>6 138 120 172</box>
section-heading: CONSIDERABLE LOSS. <box>1018 131 1096 139</box>
article-paragraph: By Telegraph—Press Association—Copyright. The correspondent reports that the matter was brought before the meeting, and a resolution was carried after some discussion. It was stated that the question had been under consideration for some time, and that a decision would be arrived at shortly. Members expressed the opinion that the proposals would be of benefit to the community, and the Government was urged to take immediate steps in the matter. <box>117 403 231 460</box>
headline: MAGISTRATE'S COURT <box>462 376 552 386</box>
article-paragraph: By Telegraph—Press Association—Copyright. The correspondent reports that the matter was brought before the meeting, and a resolution was carried after some discussion. It was stated that the question had been under consideration for some time, and that a decision would be arrived at shortly. Members expressed the opinion that the proposals would be of benefit to the community, and the Government was urged to take immediate steps in the matter. <box>339 415 453 472</box>
headline: CHAUFFEUR ACQUITTED <box>1008 351 1106 361</box>
article-paragraph: By Telegraph—Press Association—Copyright. The correspondent reports that the matter was brought before the meeting, and a resolution was carried after some discussion. It was stated that the question had been under consideration for some time, and that a decision would be arrived at shortly. Members expressed the opinion that the proposals would be of benefit to the community, and the Government was urged to take immediate steps in the matter. <box>450 504 564 562</box>
article-paragraph: The Rev. W. Gittos, superintendent of the Maori Mission in Auckland, made application to the Methodist Conference to-day for permission to become a superannuitant. <box>228 310 342 333</box>
section-heading: GIFTS TO COPPER'S AT A UNIVERSITY. <box>686 306 772 320</box>
article-paragraph: By Telegraph—Press Association—Copyright. The correspondent reports that the matter was brought before the meeting, and a resolution was carried after some discussion. It was stated that the question had been under consideration for some time, and that a decision would be arrived at shortly. Members expressed the opinion that the proposals would be of benefit to the community, and the Government was urged to take immediate steps in the matter. <box>228 1112 342 1169</box>
section-heading: REMARKABLE PAPERS. <box>246 219 324 227</box>
divider-rule <box>1042 226 1072 227</box>
article-paragraph: By Telegraph—Press Association—Copyright. The correspondent reports that the matter was brought before the meeting, and a resolution was carried after some discussion. It was stated that the question had been under consideration for some time, and that a decision would be arrived at shortly. Members expressed the opinion that the proposals would be of benefit to the community, and the Government was urged to take immediate steps in the matter. <box>339 995 453 1052</box>
divider-rule <box>159 220 189 221</box>
section-heading: VESSEL SETTLES ON THE BOTTOM. <box>463 358 551 372</box>
article-paragraph: Addresses were given last evening at the Empire Theatre by Messrs. W. T. Mills and P. H. Hickey, members of the Unity Labour Congress. Mr. Mills said the workers should learn to organise. <box>117 44 231 73</box>
divider-rule <box>936 434 966 435</box>
article-paragraph: By Telegraph—Press Association—Copyright. The correspondent reports that the matter was brought before the meeting, and a resolution was carried after some discussion. It was stated that the question had been under consideration for some time, and that a decision would be arrived at shortly. Members expressed the opinion that the proposals would be of benefit to the community, and the Government was urged to take immediate steps in the matter. <box>228 416 342 473</box>
section-heading: "EXTRAORDINARILY SUCCESSFUL BEGINNING." <box>793 39 887 53</box>
article-paragraph: By Telegraph—Press Association—Copyright. The correspondent reports that the matter was brought before the meeting, and a resolution was carried after some discussion. It was stated that the question had been under consideration for some time, and that a decision would be arrived at shortly. Members expressed the opinion that the proposals would be of benefit to the community, and the Government was urged to take immediate steps in the matter. <box>117 577 231 634</box>
article-paragraph: At the resumption on Saturday afternoon of the inquest, before the Coroner, Dr. McArthur, S.M., on the woman Annie Smith, who died at the hospital on Wednesday night, the evidence was continued. <box>6 315 120 343</box>
divider-rule <box>1042 287 1072 288</box>
article-paragraph: By Telegraph—Press Association—Copyright. The correspondent reports that the matter was brought before the meeting, and a resolution was carried after some discussion. It was stated that the question had been under consideration for some time, and that a decision would be arrived at shortly. Members expressed the opinion that the proposals would be of benefit to the community, and the Government was urged to take immediate steps in the matter. <box>1000 737 1114 794</box>
article-paragraph: In accordance with the usual custom Methodist ministers, in Wellington for the Conference, yesterday occupied the city and suburban pulpits. In the afternoon there was a camp meeting on the Basin Reserve, the service being led by the Hon. C. M. Luke (vice-president of conference), the Rev. W. Slade and J. Cocker. <box>6 44 120 85</box>
